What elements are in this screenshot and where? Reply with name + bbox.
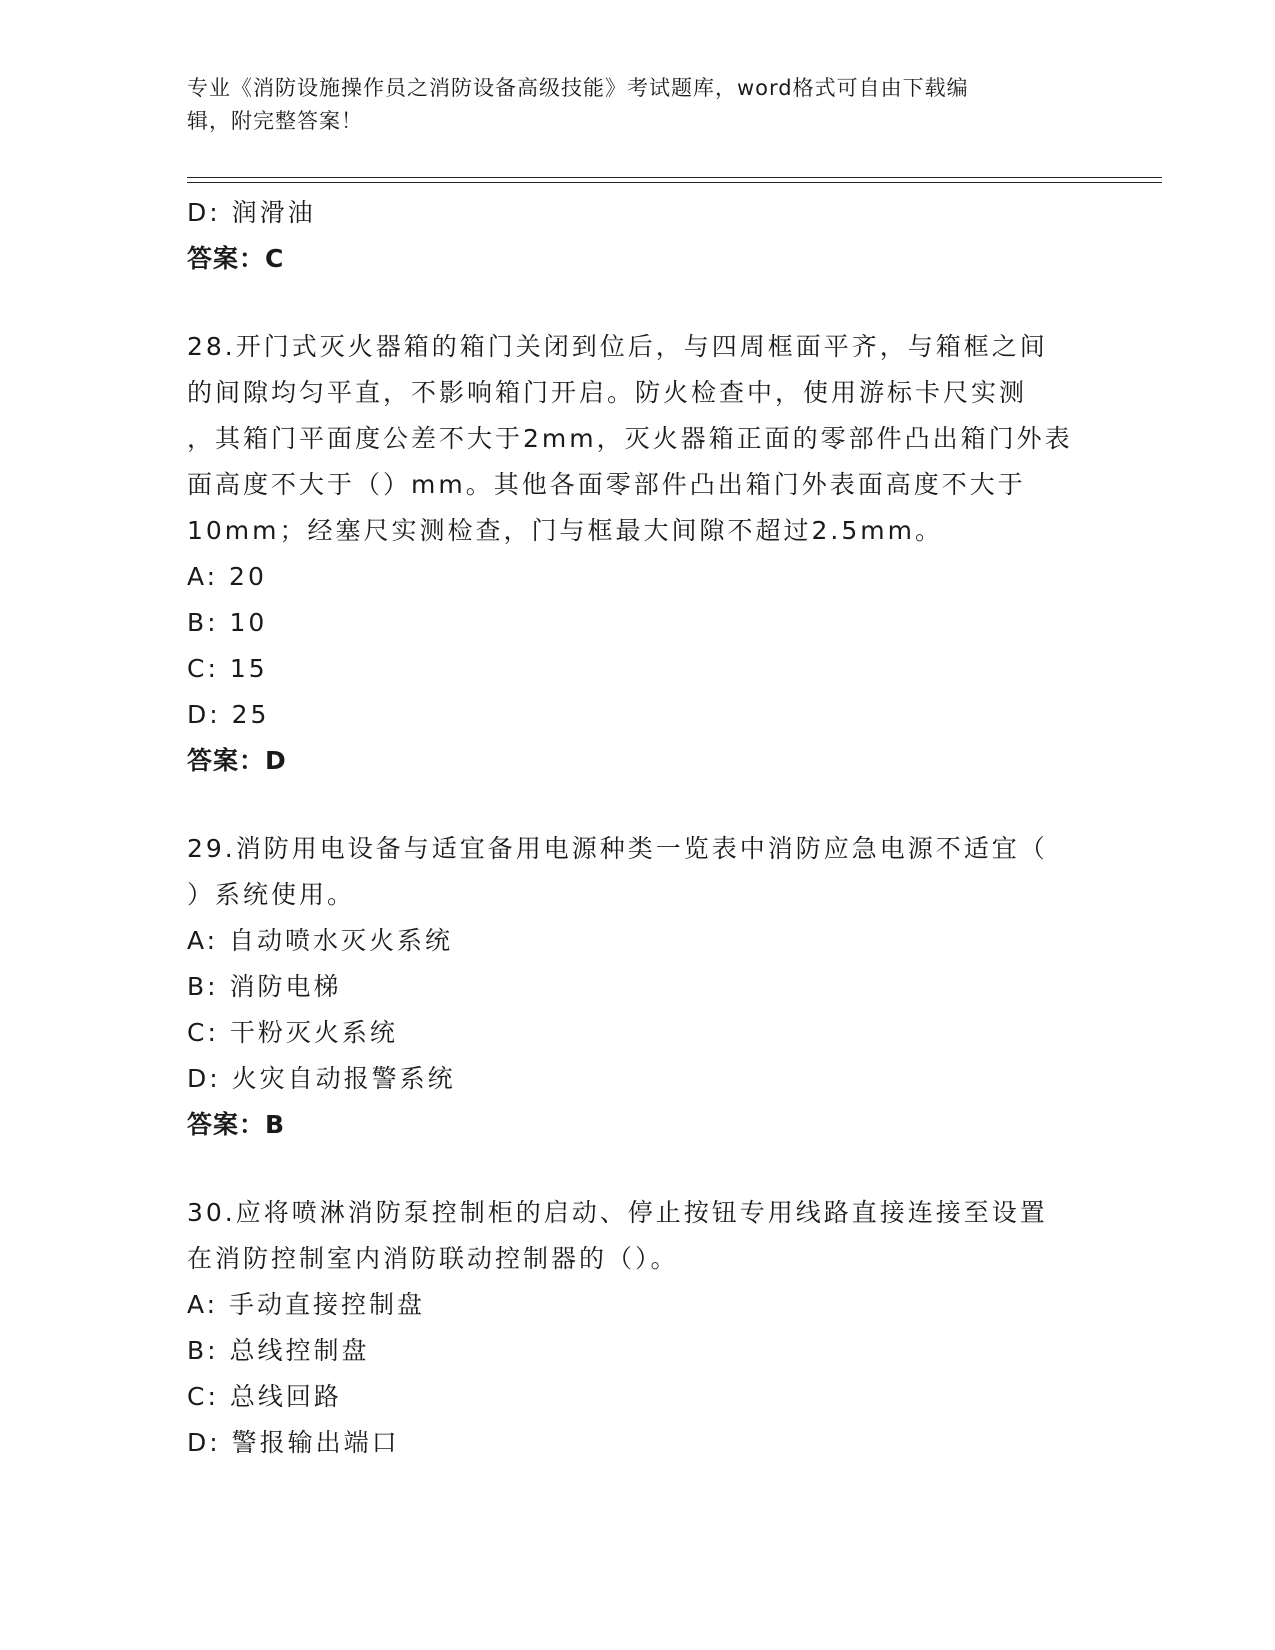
question-line: 面高度不大于（）mm。其他各面零部件凸出箱门外表面高度不大于 xyxy=(187,470,1026,499)
option-b: B: 消防电梯 xyxy=(187,972,342,1001)
question-line: 29.消防用电设备与适宜备用电源种类一览表中消防应急电源不适宜（ xyxy=(187,834,1048,863)
question-29 xyxy=(187,826,1087,1148)
question-line: ）系统使用。 xyxy=(187,880,356,909)
question-line: 在消防控制室内消防联动控制器的（）。 xyxy=(187,1244,679,1273)
option-a: A: 手动直接控制盘 xyxy=(187,1290,426,1319)
answer: 答案：B xyxy=(187,1110,286,1139)
option-b: B: 总线控制盘 xyxy=(187,1336,370,1365)
question-line: 10mm；经塞尺实测检查，门与框最大间隙不超过2.5mm。 xyxy=(187,516,943,545)
option-b: B: 10 xyxy=(187,608,268,637)
option-a: A: 20 xyxy=(187,562,267,591)
header-line-1: 专业《消防设施操作员之消防设备高级技能》考试题库，word格式可自由下载编 xyxy=(187,76,969,100)
question-line: 的间隙均匀平直，不影响箱门开启。防火检查中，使用游标卡尺实测 xyxy=(187,378,1028,407)
exam-content xyxy=(187,190,1087,1466)
spacer xyxy=(187,282,1087,324)
question-30 xyxy=(187,1190,1087,1466)
answer: 答案：D xyxy=(187,746,287,775)
header-line-2: 辑，附完整答案！ xyxy=(187,109,363,133)
option-a: A: 自动喷水灭火系统 xyxy=(187,926,454,955)
option-c: C: 干粉灭火系统 xyxy=(187,1018,398,1047)
question-28 xyxy=(187,324,1087,784)
spacer xyxy=(187,784,1087,826)
question-text xyxy=(187,826,1087,918)
option-d: D: 25 xyxy=(187,700,270,729)
question-line: 30.应将喷淋消防泵控制柜的启动、停止按钮专用线路直接连接至设置 xyxy=(187,1198,1048,1227)
spacer xyxy=(187,1148,1087,1190)
option-c: C: 总线回路 xyxy=(187,1382,342,1411)
question-text xyxy=(187,1190,1087,1282)
question-text xyxy=(187,324,1087,554)
prev-answer: 答案：C xyxy=(187,244,285,273)
header-divider-bottom xyxy=(187,182,1162,183)
header-divider-top xyxy=(187,177,1162,178)
page-header xyxy=(187,72,1087,138)
question-line: 28.开门式灭火器箱的箱门关闭到位后，与四周框面平齐，与箱框之间 xyxy=(187,332,1048,361)
option-d: D: 火灾自动报警系统 xyxy=(187,1064,456,1093)
prev-option-d: D: 润滑油 xyxy=(187,198,316,227)
question-line: ，其箱门平面度公差不大于2mm，灭火器箱正面的零部件凸出箱门外表 xyxy=(187,424,1073,453)
option-c: C: 15 xyxy=(187,654,268,683)
option-d: D: 警报输出端口 xyxy=(187,1428,400,1457)
